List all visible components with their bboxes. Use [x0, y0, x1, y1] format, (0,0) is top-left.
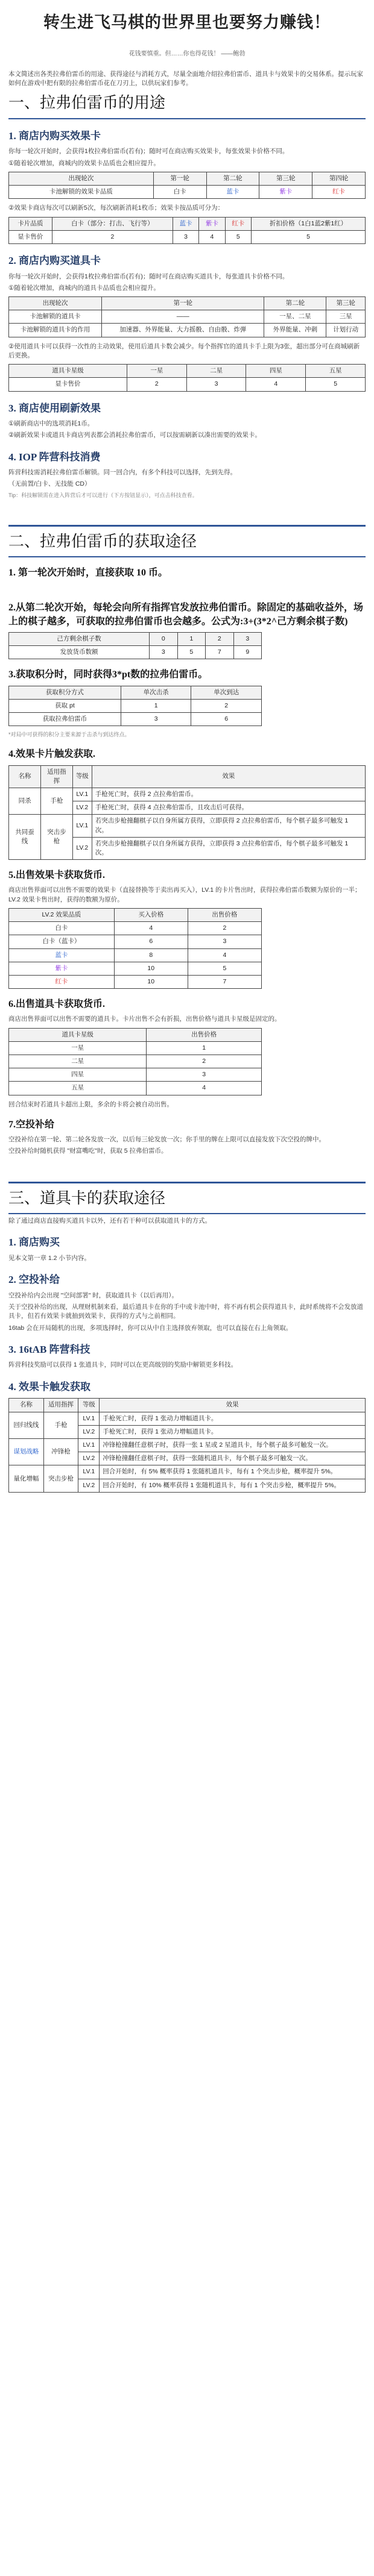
sell-effect-card-table: [8, 908, 262, 989]
table-cell: 回合开始时，有 10% 概率获得 1 张随机道具卡，每有 1 个突击步枪，概率提升 5%。: [100, 1479, 366, 1492]
part1-s3-heading: 3. 商店使用刷新效果: [8, 402, 101, 414]
table-cell: 手枪死亡时，获得 2 点拉弗伯雷币。: [92, 788, 365, 801]
part3-intro: 除了通过商店直接购买道具卡以外，还有若干种可以获取道具卡的方式。: [8, 1217, 211, 1225]
table-header: 第一轮: [153, 172, 206, 185]
table-cell: 1: [147, 1041, 262, 1055]
effect-card-unlock-table: [8, 172, 366, 199]
part2-s3-heading: 3.获取积分时，同时获得3*pt数的拉弗伯雷币。: [8, 669, 208, 680]
part1-s4-p1: 阵营科技需消耗拉弗伯雷币解锁。同一回合内，有多个科技可以选择，先到先得。: [8, 469, 236, 477]
table-cell: 二星: [9, 1055, 147, 1068]
table-row: [9, 788, 366, 801]
table-cell: 手枪: [40, 788, 72, 814]
table-header: 等级: [78, 1399, 100, 1412]
table-cell: LV.1: [78, 1438, 100, 1452]
table-cell: LV.2: [78, 1425, 100, 1438]
table-row: [9, 713, 262, 726]
item-card-unlock-table: [8, 296, 366, 337]
table-header: 红卡: [225, 217, 251, 230]
table-row: [9, 324, 366, 337]
section-divider: [8, 1182, 366, 1183]
table-cell: 蓝卡: [9, 948, 115, 962]
table-cell: 卡池解锁的效果卡品质: [9, 186, 154, 199]
table-header: LV.2 效果品质: [9, 908, 115, 921]
table-cell: 5: [225, 230, 251, 243]
part2-s4-heading: 4.效果卡片触发获取.: [8, 749, 96, 760]
table-row: [9, 1465, 366, 1479]
table-cell: 显卡售价: [9, 378, 127, 391]
table-cell: 量化增幅: [9, 1465, 44, 1492]
table-header: 出现轮次: [9, 297, 102, 310]
epigraph-quote: 花钱要慎重。但……你也得花钱！ ——鲍勃: [128, 51, 246, 58]
table-cell: 10: [114, 962, 188, 975]
table-header: 折扣价格（1白1蓝2紫1红）: [251, 217, 365, 230]
table-cell: 4: [199, 230, 225, 243]
table-cell: 获取 pt: [9, 699, 121, 712]
part1-s2-heading: 2. 商店内购买道具卡: [8, 254, 101, 266]
table-header: 紫卡: [199, 217, 225, 230]
part2-s3-note: *对局中可获得的积分主要来源于击杀与到达终点。: [8, 732, 130, 738]
table-cell: 同杀: [9, 788, 41, 814]
table-header: 等级: [72, 765, 92, 788]
table-row: [9, 1412, 366, 1425]
table-cell: 3: [121, 713, 191, 726]
points-income-table: [8, 686, 262, 727]
table-row: [9, 815, 366, 837]
table-header: 买入价格: [114, 908, 188, 921]
part1-s1-heading: 1. 商店内购买效果卡: [8, 130, 101, 142]
table-cell: 外界能量、冲刺: [264, 324, 326, 337]
table-header: 获取积分方式: [9, 686, 121, 699]
table-cell: 紫卡: [259, 186, 312, 199]
table-cell: 9: [233, 646, 261, 659]
table-cell: 回合开始时，有 5% 概率获得 1 张随机道具卡，每有 1 个突击步枪，概率提升 5%。: [100, 1465, 366, 1479]
table-header: 一星: [127, 365, 186, 378]
table-cell: 四星: [9, 1068, 147, 1082]
part2-s7-p1: 空投补给在第一轮、第二轮各发放一次，以后每三轮发放一次；你手里的牌在上限可以直接发放下次空投的牌中。: [8, 1136, 325, 1144]
table-cell: 红卡: [312, 186, 366, 199]
table-cell: 4: [246, 378, 306, 391]
table-header: 单次到达: [191, 686, 262, 699]
part2-s5-heading: 5.出售效果卡获取货币.: [8, 870, 106, 881]
part1-s1-p1: 你每一轮次开始时，会获得1枚拉弗伯雷币(若有)；随时可在商店购买效果卡，每张效果卡价格不同。: [8, 148, 289, 155]
table-cell: 手枪死亡时，获得 4 点拉弗伯雷币，且攻击后可获得。: [92, 801, 365, 815]
table-header: 出现轮次: [9, 172, 154, 185]
table-cell: 三星: [326, 310, 366, 324]
table-cell: 5: [188, 962, 261, 975]
part3-s3-p1: 阵营科技奖励可以获得 1 张道具卡，同时可以在更高级别的奖励中解锁更多科技。: [8, 1361, 238, 1369]
table-cell: 7: [206, 646, 233, 659]
table-cell: 谋划战略: [9, 1438, 44, 1465]
part1-s2-p1: 你每一轮次开始时，会获得1枚拉弗伯雷币(若有)；随时可在商店购买道具卡，每张道具卡价格不同。: [8, 272, 289, 280]
table-header: 3: [233, 633, 261, 646]
table-cell: 白卡（蓝卡）: [9, 935, 115, 948]
table-cell: LV.2: [72, 837, 92, 859]
effect-card-price-table: [8, 217, 366, 244]
table-row: [9, 699, 262, 712]
table-header: 1: [177, 633, 205, 646]
table-cell: 4: [114, 922, 188, 935]
table-row: [9, 186, 366, 199]
table-cell: LV.2: [78, 1479, 100, 1492]
table-header: 第二轮: [206, 172, 259, 185]
table-cell: 1: [121, 699, 191, 712]
table-cell: LV.1: [78, 1465, 100, 1479]
table-cell: ——: [102, 310, 264, 324]
table-cell: 4: [147, 1082, 262, 1095]
table-cell: 5: [251, 230, 365, 243]
part3-s1-p1: 见本文第一章 1.2 小节内容。: [8, 1255, 90, 1262]
table-cell: 6: [114, 935, 188, 948]
table-row: [9, 378, 366, 391]
part2-s6-p2: 回合结束时若道具卡超出上限，多余的卡将会被自动出售。: [8, 1100, 173, 1108]
table-cell: 2: [188, 922, 261, 935]
part1-heading: 一、拉弗伯雷币的用途: [8, 92, 366, 119]
part1-s3-p1: ①刷新商店中的选项消耗1币。: [8, 420, 94, 428]
table-header: 出售价格: [147, 1028, 262, 1041]
table-cell: 手枪死亡时，获得 1 张动力增幅道具卡。: [100, 1412, 366, 1425]
table-cell: 2: [191, 699, 262, 712]
table-header: 名称: [9, 1399, 44, 1412]
table-row: [9, 1041, 262, 1055]
table-cell: 5: [177, 646, 205, 659]
table-cell: 冲锋枪: [43, 1438, 78, 1465]
part2-s7-heading: 7.空投补给: [8, 1119, 55, 1130]
table-header: 卡片品质: [9, 217, 52, 230]
part3-s3-heading: 3. 16tAB 阵营科技: [8, 1343, 90, 1355]
table-header: 第三轮: [326, 297, 366, 310]
table-row: [9, 310, 366, 324]
part1-s1-p2: ①随着轮次增加，商城内的效果卡品质也会相应提升。: [8, 159, 160, 167]
table-cell: 若突击步枪撞翻棋子以自身所属方获得，立即获得 2 点拉弗伯雷币，每个棋子最多可触发 1 次。: [92, 815, 365, 837]
table-cell: 2: [147, 1055, 262, 1068]
table-cell: 红卡: [9, 975, 115, 988]
table-cell: 手枪死亡时，获得 1 张动力增幅道具卡。: [100, 1425, 366, 1438]
table-header: 二星: [186, 365, 246, 378]
table-row: [9, 1055, 262, 1068]
table-cell: 若突击步枪撞翻棋子以自身所属方获得，立即获得 3 点拉弗伯雷币，每个棋子最多可触发 1 次。: [92, 837, 365, 859]
table-cell: 7: [188, 975, 261, 988]
item-card-price-table: [8, 364, 366, 391]
table-cell: 3: [173, 230, 198, 243]
table-header: 白卡（部分：打击、飞行等）: [52, 217, 173, 230]
sell-item-card-table: [8, 1028, 262, 1095]
table-cell: 冲锋枪撞翻任意棋子时，获得一张 1 星或 2 星道具卡，每个棋子最多可触发一次。: [100, 1438, 366, 1452]
table-cell: 3: [147, 1068, 262, 1082]
part2-s7-p2: 空投补给时随机获得 "财富嘴吃"时，获取 5 拉弗伯雷币。: [8, 1147, 168, 1155]
table-cell: 3: [150, 646, 177, 659]
table-header: 名称: [9, 765, 41, 788]
table-cell: 卡池解锁的道具卡: [9, 310, 102, 324]
table-cell: 五星: [9, 1082, 147, 1095]
table-cell: 紫卡: [9, 962, 115, 975]
table-cell: 共同蚕线: [9, 815, 41, 860]
section-divider: [8, 525, 366, 527]
table-cell: 4: [188, 948, 261, 962]
table-cell: 5: [306, 378, 366, 391]
part2-s5-p1: 商店出售界面可以出售不需要的效果卡（直接替换等于卖出再买入），LV.1 的卡片售出时，获得拉弗伯雷币数额为原价的一半；LV.2 效果卡售出时，获得的数额为原价。: [8, 886, 361, 903]
table-cell: LV.1: [72, 788, 92, 801]
table-cell: 2: [127, 378, 186, 391]
page-title: 转生进飞马棋的世界里也要努力赚钱！: [43, 13, 331, 31]
table-cell: 加速器、外界能量、大力摇骰、自由骰、炸弹: [102, 324, 264, 337]
table-row: [9, 962, 262, 975]
table-header: 第四轮: [312, 172, 366, 185]
part3-s2-p2: 关于空投补给的出现，从理财机制来看，最后道具卡在你的手中或卡池中时，将不再有机会获得道具卡，此时系统将不会发放道具卡，但若有效果卡就抽到效果卡，获得的方式与之前相同。: [8, 1303, 363, 1320]
part1-s4-p2: （无前置/白卡、无技能 CD）: [8, 480, 91, 488]
table-header: 效果: [100, 1399, 366, 1412]
table-row: [9, 230, 366, 243]
part3-s4-heading: 4. 效果卡触发获取: [8, 1380, 90, 1393]
table-cell: 8: [114, 948, 188, 962]
table-row: [9, 975, 262, 988]
table-cell: 一星、二星: [264, 310, 326, 324]
part2-s2-heading: 2.从第二轮次开始，每轮会向所有指挥官发放拉弗伯雷币。除固定的基础收益外，场上的棋子越多，可获取的拉弗伯雷币也会越多。公式为:3+(3*2^己方剩余棋子数): [8, 602, 364, 627]
part1-s2-p2: ①随着轮次增加，商城内的道具卡品质也会相应提升。: [8, 284, 160, 292]
table-header: 道具卡星级: [9, 365, 127, 378]
table-cell: 计划行动: [326, 324, 366, 337]
table-cell: LV.1: [78, 1412, 100, 1425]
table-cell: 获取拉弗伯雷币: [9, 713, 121, 726]
table-cell: 6: [191, 713, 262, 726]
table-header: 2: [206, 633, 233, 646]
table-row: [9, 1438, 366, 1452]
table-header: 适用指挥: [43, 1399, 78, 1412]
table-row: [9, 922, 262, 935]
table-cell: 3: [188, 935, 261, 948]
intro-paragraph: 本文简述出各类拉弗伯雷币的用途、获得途径与消耗方式，尽量全面地介绍拉弗伯雷币、道具卡与效果卡的交易体系。提示玩家如何在游戏中把有限的拉弗伯雷币花在刀刃上，以供玩家们参考。: [8, 70, 363, 87]
part1-s4-tip: Tip：科技解锁需在进入阵营后才可以进行（下方按钮显示），可点击科技查看。: [8, 492, 198, 498]
effect-trigger-coin-table: [8, 765, 366, 860]
table-cell: 3: [186, 378, 246, 391]
table-cell: 白卡: [153, 186, 206, 199]
table-header: 0: [150, 633, 177, 646]
table-row: [9, 1068, 262, 1082]
table-row: [9, 646, 262, 659]
table-cell: 2: [52, 230, 173, 243]
table-header: 道具卡星级: [9, 1028, 147, 1041]
table-header: 出售价格: [188, 908, 261, 921]
part1-s2-p3: ②使用道具卡可以获得一次性的主动效果，使用后道具卡数会减少。每个指挥官的道具卡手上限为3张，超出部分可在商城刷新后更换。: [8, 342, 360, 359]
table-cell: 卡池解锁的道具卡的作用: [9, 324, 102, 337]
table-cell: 突击步枪: [43, 1465, 78, 1492]
part1-s1-p3: ②效果卡商店每次可以刷新5次，每次刷新消耗1枚币；效果卡按品质可分为：: [8, 204, 224, 212]
table-cell: 发放货币数额: [9, 646, 150, 659]
table-header: 蓝卡: [173, 217, 198, 230]
part3-s1-heading: 1. 商店购买: [8, 1236, 60, 1249]
part1-s3-p2: ②刷新效果卡或道具卡商店列表都会消耗拉弗伯雷币，可以按需刷新以凑出需要的效果卡。: [8, 431, 261, 439]
part2-heading: 二、拉弗伯雷币的获取途径: [8, 530, 366, 558]
table-cell: 蓝卡: [206, 186, 259, 199]
part2-s6-heading: 6.出售道具卡获取货币.: [8, 999, 106, 1010]
table-cell: 手枪: [43, 1412, 78, 1438]
table-header: 四星: [246, 365, 306, 378]
part2-s6-p1: 商店出售界面可以出售不需要的道具卡。卡片出售不会有折损，出售价格与道具卡星级是固定的。: [8, 1015, 281, 1023]
part3-heading: 三、道具卡的获取途径: [8, 1187, 366, 1215]
table-cell: 白卡: [9, 922, 115, 935]
table-cell: 显卡售价: [9, 230, 52, 243]
table-row: [9, 1082, 262, 1095]
table-header: 适用指挥: [40, 765, 72, 788]
table-cell: 突击步枪: [40, 815, 72, 860]
table-cell: LV.2: [78, 1452, 100, 1465]
table-header: 五星: [306, 365, 366, 378]
part3-s2-p3: 16tab 会在开局随机的出现，多项选择时，你可以从中自主选择放弃领取，也可以直接在右上角领取。: [8, 1324, 293, 1332]
table-cell: 冲锋枪撞翻任意棋子时，获得一张随机道具卡，每个棋子最多可触发一次。: [100, 1452, 366, 1465]
part1-s4-heading: 4. IOP 阵营科技消费: [8, 451, 101, 463]
table-header: 第二轮: [264, 297, 326, 310]
part2-s1-heading: 1. 第一轮次开始时，直接获取 10 币。: [8, 568, 168, 578]
table-cell: LV.1: [72, 815, 92, 837]
part3-s2-p1: 空投补给内会出现 "空间部署" 时，获取道具卡（以后再用）。: [8, 1291, 179, 1299]
effect-trigger-item-table: [8, 1398, 366, 1493]
table-header: 效果: [92, 765, 365, 788]
table-header: 第三轮: [259, 172, 312, 185]
table-row: [9, 935, 262, 948]
round-income-table: [8, 632, 262, 659]
part3-s2-heading: 2. 空投补给: [8, 1274, 60, 1286]
table-cell: 一星: [9, 1041, 147, 1055]
table-row: [9, 948, 262, 962]
table-cell: 10: [114, 975, 188, 988]
table-header: 单次击杀: [121, 686, 191, 699]
table-header: 己方剩余棋子数: [9, 633, 150, 646]
table-cell: 回归线线: [9, 1412, 44, 1438]
table-cell: LV.2: [72, 801, 92, 815]
table-header: 第一轮: [102, 297, 264, 310]
